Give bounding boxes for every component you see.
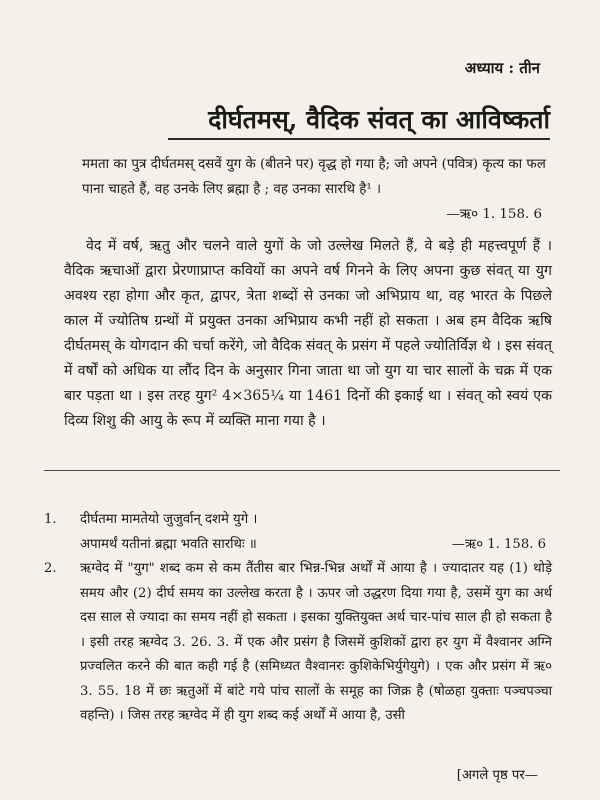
page-title: दीर्घतमस्, वैदिक संवत् का आविष्कर्ता [168, 102, 550, 140]
epigraph-citation: —ऋ० 1. 158. 6 [446, 207, 542, 222]
footnote-1 [44, 508, 552, 557]
chapter-label: अध्याय : तीन [464, 59, 540, 77]
footnote-text: ऋग्वेद में "युग" शब्द कम से कम तैंतीस बार भिन्न-भिन्न अर्थों में आया है । ज्यादातर यह (1) थोड़े समय और (2) दीर्घ समय का उल्लेख करता है । ऊपर जो उद्धरण दिया गया है, उसमें युग का अर्थ दस साल से ज्यादा का समय नहीं हो सकता । इसका युक्तियुक्त अर्थ चार-पांच साल ही हो सकता है । इसी तरह ऋग्वेद 3. 26. 3. में एक और प्रसंग है जिसमें कुशिकों द्वारा हर युग में वैश्वानर अग्नि प्रज्वलित करने की बात कही गई है (समिध्यत वैश्वानरः कुशिकेभिर्युगेयुगे) । एक और प्रसंग में ऋ० 3. 55. 18 में छः ऋतुओं में बांटे गये पांच सालों के समूह का जिक्र है (षोळहा युक्ताः पञ्चपञ्चा वहन्ति) । जिस तरह ऋग्वेद में ही युग शब्द कई अर्थों में आया है, उसी [80, 561, 552, 723]
continuation-note: [अगले पृष्ठ पर— [456, 768, 538, 783]
epigraph [82, 152, 548, 227]
main-text [64, 234, 552, 434]
footnote-2 [44, 557, 552, 729]
footnote-divider [44, 470, 560, 471]
epigraph-text: ममता का पुत्र दीर्घतमस् दसवें युग के (बीतने पर) वृद्ध हो गया है; जो अपने (पवित्र) कृत्य का फल पाना चाहते हैं, वह उनके लिए ब्रह्मा है ; वह उनका सारथि है¹ । [82, 157, 546, 197]
footnotes [44, 508, 552, 729]
footnote-citation: —ऋ० 1. 158. 6 [451, 536, 546, 552]
verse-line: दीर्घतमा मामतेयो जुजुर्वान् दशमे युगे । [80, 512, 258, 527]
verse-line: अपामर्थं यतीनां ब्रह्मा भवति सारथिः ॥ [80, 536, 257, 552]
footnote-number: 1. [44, 512, 57, 527]
body-paragraph: वेद में वर्ष, ऋतु और चलने वाले युगों के जो उल्लेख मिलते हैं, वे बड़े ही महत्त्वपूर्ण हैं । वैदिक ऋचाओं द्वारा प्रेरणाप्राप्त कवियों का अपने वर्ष गिनने के लिए अपना कुछ संवत् या युग अवश्य रहा होगा और कृत, द्वापर, त्रेता शब्दों से उनका जो अभिप्राय था, वह भारत के पिछले काल में ज्योतिष ग्रन्थों में प्रयुक्त उनका अभिप्राय कभी नहीं हो सकता । अब हम वैदिक ऋषि दीर्घतमस् के योगदान की चर्चा करेंगे, जो वैदिक संवत् के प्रसंग में पहले ज्योतिर्विज्ञ थे । इस संवत् में वर्षों को अधिक या लौंद दिन के अनुसार गिना जाता था जो युग या चार सालों के चक्र में एक बार पड़ता था । इस तरह युग² 4×365¼ या 1461 दिनों की इकाई था । संवत् को स्वयं एक दिव्य शिशु की आयु के रूप में व्यक्ति माना गया है । [64, 238, 552, 429]
footnote-number: 2. [44, 561, 57, 576]
footnote-text [80, 508, 552, 557]
